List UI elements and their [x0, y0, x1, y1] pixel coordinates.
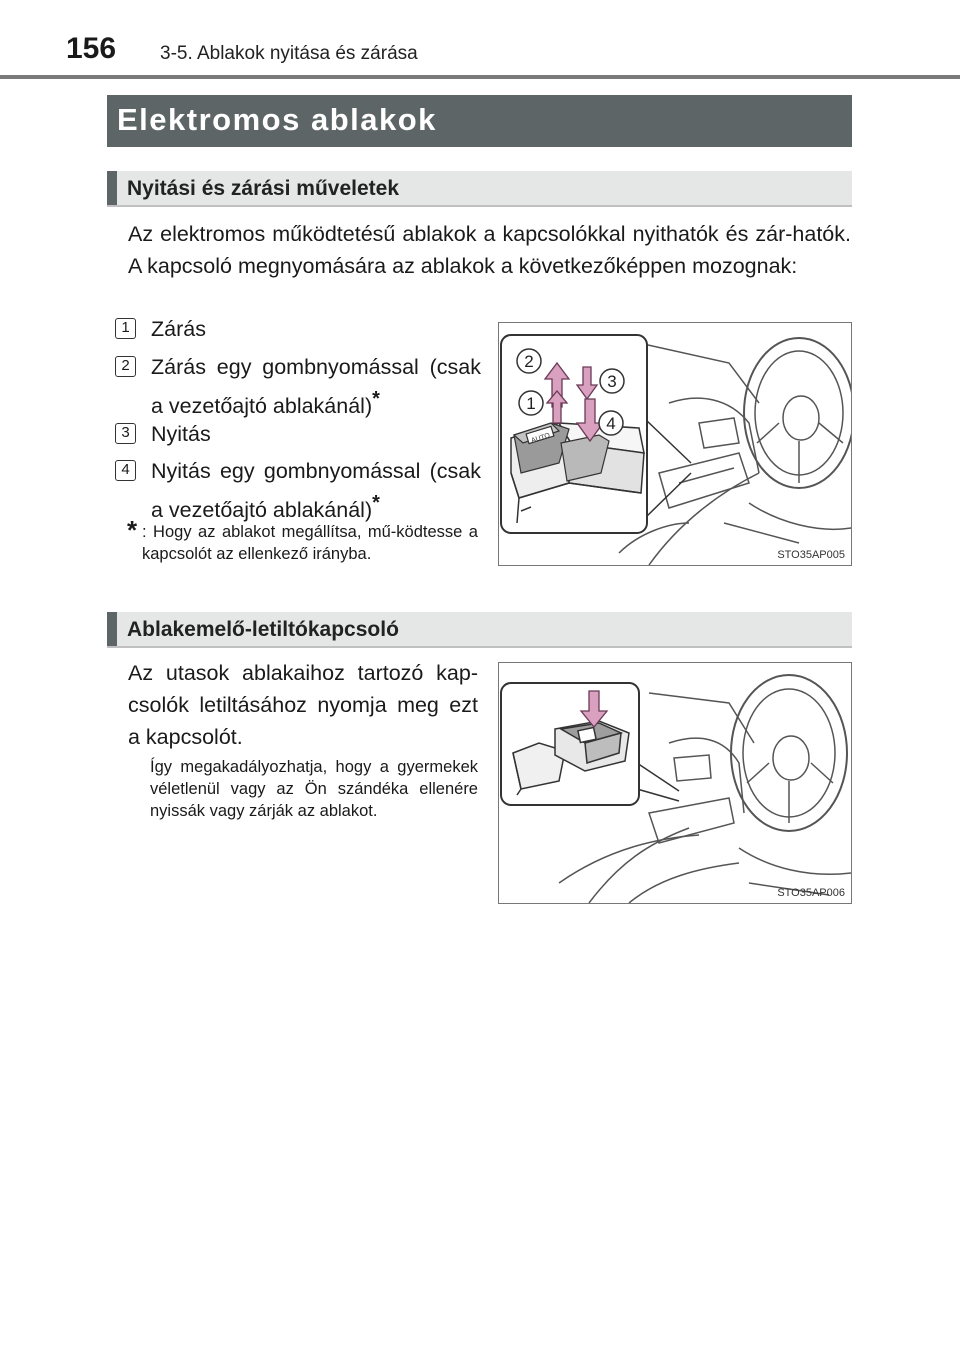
footnote-asterisk: *: [127, 515, 138, 545]
item-number-3: 3: [115, 423, 136, 444]
figure-code: STO35AP006: [777, 887, 845, 899]
callout-1: 1: [526, 394, 536, 413]
figure-window-lock-switch: [498, 662, 852, 904]
lock-switch-paragraph: Az utasok ablakaihoz tartozó kap-csolók letiltásához nyomja meg ezt a kapcsolót.: [128, 661, 478, 749]
item-number-4: 4: [115, 460, 136, 481]
callout-2: 2: [524, 352, 534, 371]
section-heading-text: Ablakemelő-letiltókapcsoló: [127, 618, 399, 641]
page-number: 156: [66, 32, 117, 65]
figure-1-illustration: [499, 323, 851, 565]
lock-switch-note: Így megakadályozhatja, hogy a gyermekek véletlenül vagy az Ön szándéka ellenére nyissák vagy zárják az ablakot.: [150, 758, 478, 820]
figure-code: STO35AP005: [777, 549, 845, 561]
section-heading-lock-switch: [107, 612, 852, 648]
intro-paragraph: Az elektromos működtetésű ablakok a kapcsolókkal nyithatók és zár-hatók. A kapcsoló megnyomására az ablakok a következőképpen mozognak:: [128, 222, 851, 278]
callout-4: 4: [606, 414, 616, 433]
header-rule: [0, 75, 960, 79]
section-marker: [107, 612, 117, 646]
item-text-4: Nyitás egy gombnyomással (csak a vezetőajtó ablakánál)*: [151, 459, 481, 523]
item-text-1: Zárás: [151, 317, 206, 341]
section-heading-text: Nyitási és zárási műveletek: [127, 177, 399, 200]
page-title: Elektromos ablakok: [107, 95, 852, 147]
auto-switch-label: AUTO: [530, 432, 551, 445]
chapter-header: 3-5. Ablakok nyitása és zárása: [160, 43, 418, 64]
footnote-text: : Hogy az ablakot megállítsa, mű-ködtesse a kapcsolót az ellenkező irányba.: [142, 523, 478, 563]
figure-2-illustration: [499, 663, 851, 903]
figure-power-window-switches: [498, 322, 852, 566]
section-marker: [107, 171, 117, 205]
section-heading-operations: [107, 171, 852, 207]
item-number-2: 2: [115, 356, 136, 377]
callout-3: 3: [607, 372, 617, 391]
item-text-2: Zárás egy gombnyomással (csak a vezetőajtó ablakánál)*: [151, 355, 481, 419]
item-text-3: Nyitás: [151, 422, 211, 446]
item-number-1: 1: [115, 318, 136, 339]
